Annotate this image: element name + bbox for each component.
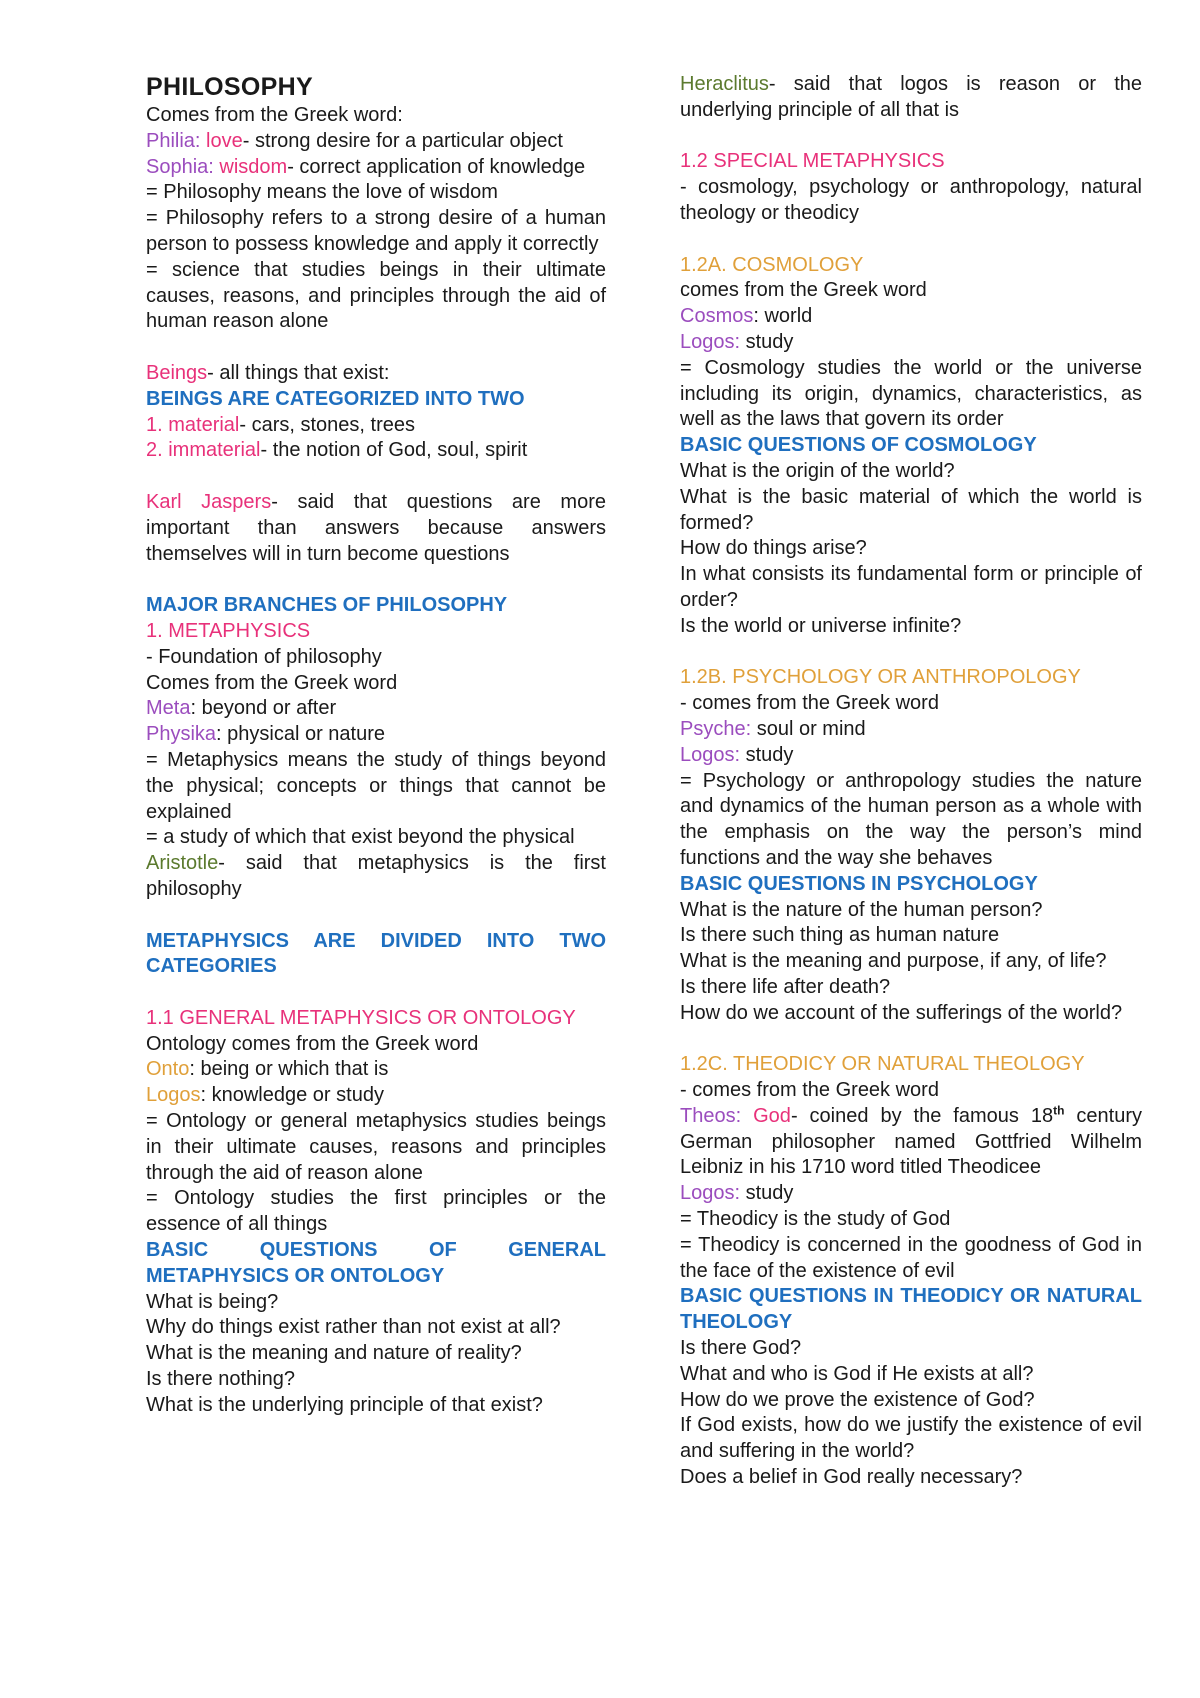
cosmology-questions-heading: BASIC QUESTIONS OF COSMOLOGY (680, 434, 1037, 457)
list-item: Is there nothing? (146, 1368, 295, 1391)
list-item: What is the underlying principle of that exist? (146, 1393, 543, 1416)
list-item: What and who is God if He exists at all? (680, 1362, 1034, 1385)
philia-love: love (206, 129, 243, 152)
general-metaphysics-heading: 1.1 GENERAL METAPHYSICS OR ONTOLOGY (146, 1006, 576, 1029)
metaphysics-foundation: - Foundation of philosophy (146, 645, 382, 668)
list-item: How do we account of the sufferings of the world? (680, 1001, 1123, 1024)
list-item: What is the nature of the human person? (680, 898, 1043, 921)
list-item: Is there such thing as human nature (680, 924, 1000, 947)
onto-definition: Onto: being or which that is (146, 1058, 389, 1081)
special-metaphysics-definition: - cosmology, psychology or anthropology, natural theology or theodicy (680, 176, 1142, 224)
metaphysics-intro: Comes from the Greek word (146, 671, 398, 694)
theos-definition: Theos: God- coined by the famous 18th century German philosopher named Gottfried Wilhelm Leibniz in his 1710 word titled Theodicee (680, 1103, 1142, 1179)
psyche-definition: Psyche: soul or mind (680, 717, 866, 740)
material-item: 1. material- cars, stones, trees (146, 413, 415, 436)
philosophy-definition-3: = science that studies beings in their ultimate causes, reasons, and principles through the aid of human reason alone (146, 258, 606, 333)
ontology-questions-heading: BASIC QUESTIONS OF GENERAL METAPHYSICS OR ONTOLOGY (146, 1239, 606, 1287)
sophia-term: Sophia: (146, 155, 214, 178)
sophia-wisdom: wisdom (219, 155, 288, 178)
cosmology-heading: 1.2A. COSMOLOGY (680, 253, 864, 276)
psychology-intro: - comes from the Greek word (680, 692, 939, 715)
beings-heading: BEINGS ARE CATEGORIZED INTO TWO (146, 387, 525, 410)
philosophy-definition-1: = Philosophy means the love of wisdom (146, 181, 498, 204)
psychology-questions-heading: BASIC QUESTIONS IN PSYCHOLOGY (680, 872, 1038, 895)
list-item: Why do things exist rather than not exist at all? (146, 1316, 561, 1339)
logos-definition: Logos: study (680, 1182, 794, 1205)
theodicy-questions-heading: BASIC QUESTIONS IN THEODICY OR NATURAL THEOLOGY (680, 1285, 1142, 1334)
logos-definition: Logos: knowledge or study (146, 1084, 384, 1107)
theodicy-definition-2: = Theodicy is concerned in the goodness of God in the face of the existence of evil (680, 1233, 1142, 1282)
list-item: Is there God? (680, 1337, 802, 1360)
psychology-heading: 1.2B. PSYCHOLOGY OR ANTHROPOLOGY (680, 666, 1081, 689)
list-item: How do things arise? (680, 537, 867, 560)
logos-definition: Logos: study (680, 330, 794, 353)
jaspers-term: Karl Jaspers (146, 490, 272, 513)
meta-definition: Meta: beyond or after (146, 697, 337, 720)
list-item: Is the world or universe infinite? (680, 614, 962, 637)
list-item: How do we prove the existence of God? (680, 1388, 1035, 1411)
cosmology-definition: = Cosmology studies the world or the universe including its origin, dynamics, characteristics, as well as the laws that govern its order (680, 356, 1142, 431)
cosmology-intro: comes from the Greek word (680, 279, 927, 302)
heraclitus-quote: Heraclitus- said that logos is reason or the underlying principle of all that is (680, 73, 1142, 121)
metaphysics-definition-1: = Metaphysics means the study of things beyond the physical; concepts or things that cannot be explained (146, 748, 606, 823)
jaspers-quote: Karl Jaspers- said that questions are more important than answers because answers themselves will in turn become questions (146, 490, 606, 565)
list-item: In what consists its fundamental form or principle of order? (680, 563, 1142, 611)
theodicy-heading: 1.2C. THEODICY OR NATURAL THEOLOGY (680, 1053, 1085, 1076)
list-item: Is there life after death? (680, 975, 891, 998)
theodicy-intro: - comes from the Greek word (680, 1079, 939, 1102)
left-column (146, 72, 606, 1419)
physika-definition: Physika: physical or nature (146, 723, 386, 746)
metaphysics-heading: 1. METAPHYSICS (146, 619, 311, 642)
cosmos-definition: Cosmos: world (680, 305, 813, 328)
logos-definition: Logos: study (680, 743, 794, 766)
special-metaphysics-heading: 1.2 SPECIAL METAPHYSICS (680, 150, 945, 173)
sophia-definition: Sophia: wisdom- correct application of knowledge (146, 155, 586, 178)
page-title: PHILOSOPHY (146, 73, 313, 101)
beings-term: Beings (146, 361, 208, 384)
ontology-definition-1: = Ontology or general metaphysics studies beings in their ultimate causes, reasons and principles through the aid of reason alone (146, 1110, 606, 1184)
philia-term: Philia: (146, 129, 201, 152)
psychology-definition: = Psychology or anthropology studies the nature and dynamics of the human person as a whole with the emphasis on the way the person’s mind functions and the way she behaves (680, 769, 1142, 869)
ontology-intro: Ontology comes from the Greek word (146, 1032, 479, 1055)
philosophy-definition-2: = Philosophy refers to a strong desire of a human person to possess knowledge and apply it correctly (146, 207, 606, 255)
list-item: What is the basic material of which the world is formed? (680, 485, 1142, 534)
list-item: If God exists, how do we justify the existence of evil and suffering in the world? (680, 1414, 1142, 1463)
list-item: What is the origin of the world? (680, 459, 955, 482)
immaterial-item: 2. immaterial- the notion of God, soul, spirit (146, 439, 528, 462)
ontology-definition-2: = Ontology studies the first principles or the essence of all things (146, 1187, 606, 1236)
philia-definition: Philia: love- strong desire for a particular object (146, 129, 563, 152)
branches-heading: MAJOR BRANCHES OF PHILOSOPHY (146, 594, 508, 617)
list-item: What is being? (146, 1290, 279, 1313)
aristotle-quote: Aristotle- said that metaphysics is the first philosophy (146, 852, 606, 900)
intro-text: Comes from the Greek word: (146, 104, 403, 126)
list-item: What is the meaning and purpose, if any, of life? (680, 950, 1107, 973)
list-item: Does a belief in God really necessary? (680, 1466, 1023, 1489)
divided-heading: METAPHYSICS ARE DIVIDED INTO TWO CATEGORIES (146, 929, 606, 978)
right-column (680, 72, 1142, 1491)
beings-definition: Beings- all things that exist: (146, 361, 390, 384)
theodicy-definition-1: = Theodicy is the study of God (680, 1208, 951, 1231)
heraclitus-term: Heraclitus (680, 73, 769, 95)
metaphysics-definition-2: = a study of which that exist beyond the physical (146, 826, 575, 849)
list-item: What is the meaning and nature of reality? (146, 1342, 522, 1365)
